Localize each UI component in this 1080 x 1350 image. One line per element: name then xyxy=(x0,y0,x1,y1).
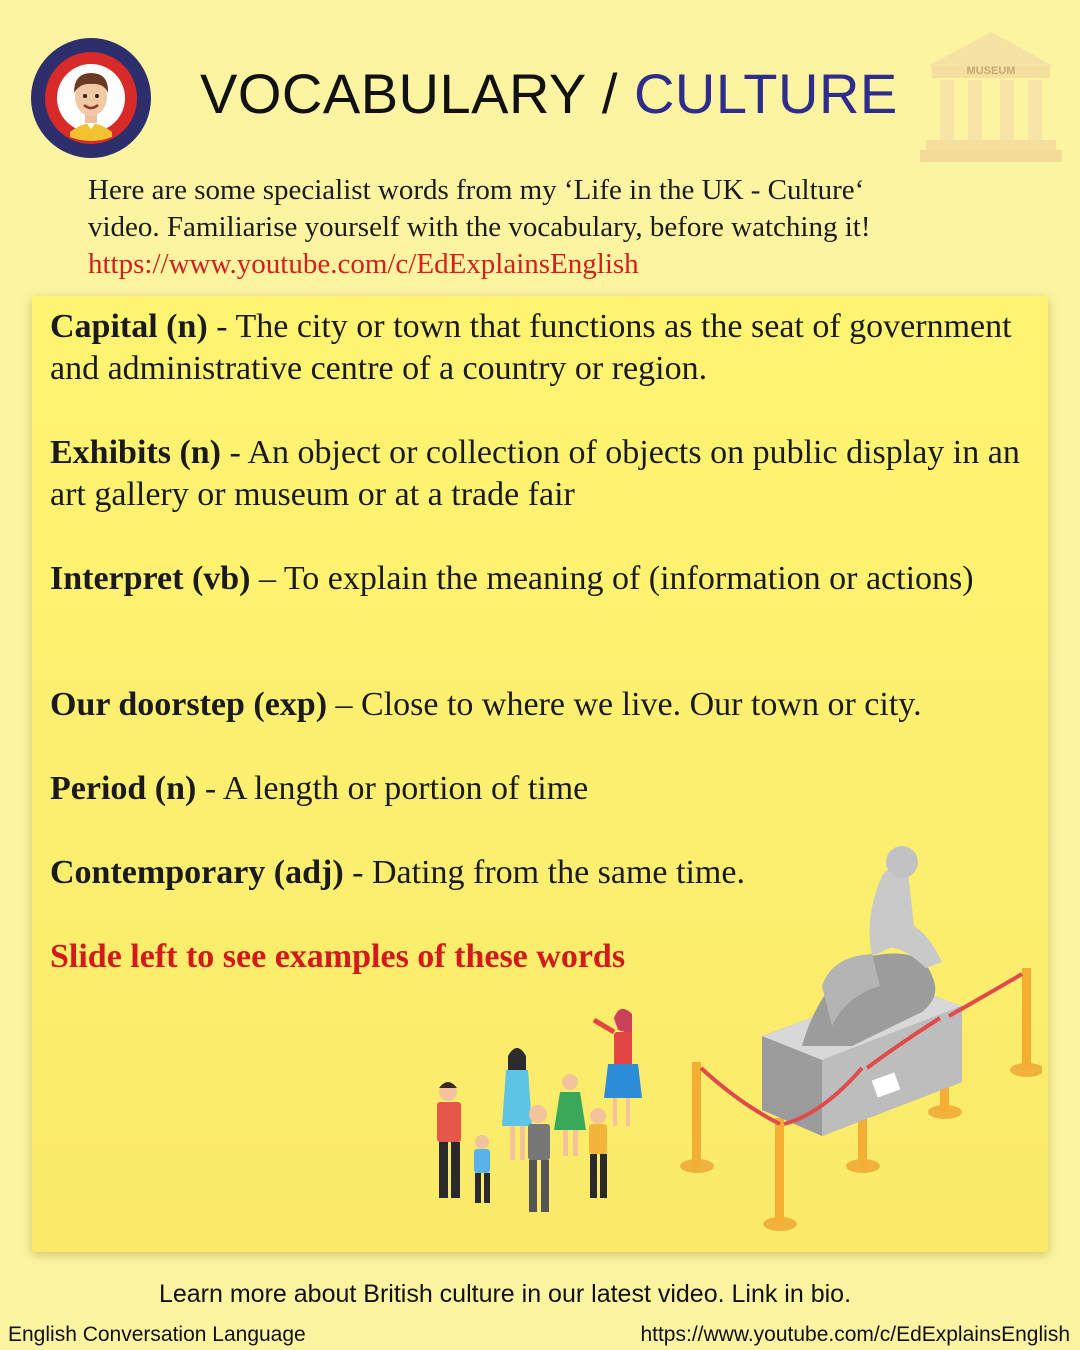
vocab-definition: Close to where we live. Our town or city. xyxy=(361,686,922,723)
footer-note: Learn more about British culture in our latest video. Link in bio. xyxy=(158,1280,852,1308)
vocab-separator: – xyxy=(327,686,362,723)
vocab-separator: - xyxy=(343,854,372,891)
intro-line-2: video. Familiarise yourself with the vocabulary, before watching it! xyxy=(88,211,871,243)
visitor-group xyxy=(437,1009,642,1212)
intro-line-1: Here are some specialist words from my ‘Life in the UK - Culture‘ xyxy=(88,174,865,206)
vocab-definition: The city or town that functions as the seat of government and administrative centre of a country or region. xyxy=(50,308,1012,387)
vocab-entry-doorstep xyxy=(50,684,1035,726)
vocab-entry-period xyxy=(50,768,1035,810)
vocab-term: Capital (n) xyxy=(50,308,208,345)
vocab-entry-interpret xyxy=(50,558,1035,600)
intro-text xyxy=(88,172,1048,283)
museum-visitors-statue-illustration xyxy=(402,836,1042,1256)
vocab-definition: A length or portion of time xyxy=(222,770,589,807)
title-accent: CULTURE xyxy=(633,62,898,125)
page-title xyxy=(200,58,898,130)
footer-channel-name: English Conversation Language xyxy=(8,1323,306,1346)
vocab-separator: - xyxy=(207,308,236,345)
title-main: VOCABULARY / xyxy=(200,62,634,125)
vocab-separator: - xyxy=(221,434,248,471)
vocab-definition: An object or collection of objects on public display in an art gallery or museum or at a trade fair xyxy=(50,434,1020,513)
intro-link[interactable]: https://www.youtube.com/c/EdExplainsEnglish xyxy=(88,248,639,280)
vocabulary-card xyxy=(32,296,1048,1252)
footer-link[interactable]: https://www.youtube.com/c/EdExplainsEnglish xyxy=(640,1323,1070,1346)
vocab-term: Exhibits (n) xyxy=(50,434,221,471)
vocab-entry-exhibits xyxy=(50,432,1035,516)
vocab-term: Period (n) xyxy=(50,770,197,807)
slide-left-prompt: Slide left to see examples of these words xyxy=(50,938,626,975)
vocab-entry-capital xyxy=(50,306,1035,390)
vocab-term: Interpret (vb) xyxy=(50,560,251,597)
vocab-separator: - xyxy=(196,770,223,807)
museum-sign-label: MUSEUM xyxy=(966,65,1016,77)
vocab-definition: To explain the meaning of (information or actions) xyxy=(283,560,974,597)
vocab-term: Our doorstep (exp) xyxy=(50,686,328,723)
vocab-definition: Dating from the same time. xyxy=(372,854,745,891)
vocab-term: Contemporary (adj) xyxy=(50,854,344,891)
vocab-separator: – xyxy=(250,560,284,597)
avatar-logo-icon xyxy=(30,37,152,159)
museum-building-icon xyxy=(918,28,1064,164)
